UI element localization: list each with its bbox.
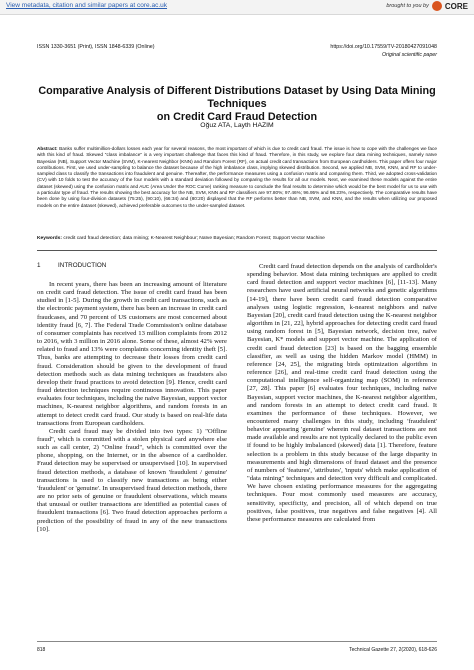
left-column xyxy=(37,271,227,534)
paragraph: Credit card fraud may be divided into two types: 1) "Offline fraud", which is committed with a stolen physical card anywhere else such as call center, 2) "Online fraud", which is committed over the phone, shopping, on the Internet, or in the absence of a cardholder. Fraud detection may be supervised or unsupervised [10]. In supervised fraud detection methods, a database of known 'fraudulent / genuine' transactions is used to classify new transactions as being either 'fraudulent' or 'genuine'. In unsupervised fraud detection methods, there are no prior sets of genuine or fraudulent observations, which means that unusual or outlier transactions are identified as potential cases of fraudulent transactions [6]. Two fraud detection approaches perform a prediction of the possibility of fraud in any of the new transactions [10]. xyxy=(37,427,227,533)
page-number: 818 xyxy=(37,647,46,653)
abstract xyxy=(37,146,437,209)
paragraph: In recent years, there has been an increasing amount of literature on credit card fraud detection. The issue of credit card fraud has been studied in [1-5]. During the growth in credit card transactions, such as the electronic payment system, there has been an increase in credit card fraudcases, and 70 percent of US customers are most concerned about identity fraud [6, 7]. The Federal Trade Commission's online database of consumer complaints has received 13 million complaints from 2012 to 2016, with 3 million in 2016 alone. Some of these, almost 42% were related to fraud and 13% were complaints concerning identity theft [5]. Thus, banks are attempting to decrease their losses from credit card fraud. Consideration should be given to the development of fraud detection methods such as data mining techniques as fraudsters also develop their fraud practices to avoid detection [9]. Hence, credit card fraud detection techniques require continuous innovation. This paper evaluates four techniques, including the naïve Bayesian, support vector machines, K-nearest neighbor algorithms, and random forests in an attempt to detect credit card fraud. Our study is based on real-life data transactions from European cardholders. xyxy=(37,281,227,427)
section-number: 1 xyxy=(37,262,41,269)
core-logo-text: CORE xyxy=(444,1,468,11)
title-line: Comparative Analysis of Different Distributions Dataset by Using Data Mining Techniques xyxy=(38,85,436,110)
title-line: on Credit Card Fraud Detection xyxy=(156,111,318,123)
doi-link[interactable]: https://doi.org/10.17559/TV-20180427091048 xyxy=(330,44,437,50)
section-title: INTRODUCTION xyxy=(58,262,107,269)
core-branding[interactable] xyxy=(386,1,468,11)
footer-divider xyxy=(37,641,437,642)
journal-citation: Technical Gazette 27, 2(2020), 618-626 xyxy=(349,647,437,653)
abstract-label: Abstract: xyxy=(37,146,58,151)
brought-by-text: brought to you by xyxy=(386,3,429,9)
authors: Oğuz ATA, Layth HAZIM xyxy=(200,122,274,129)
core-banner xyxy=(0,0,474,15)
right-column xyxy=(247,263,437,524)
paragraph: Credit card fraud detection depends on the analysis of cardholder's spending behavior. Most data mining techniques are applied to credit card fraud detection and support vector machines [6], [11-13]. Many researchers have used artificial neural networks and genetic algorithms [14-19], there have been credit card fraud detection comparative analyses using logistic regression, k-nearest neighbors and naïve Bayesian [20], credit card fraud detection using the K-nearest neighbor algorithm in [21, 22], hybrid approaches for detecting credit card fraud using random forest in [5], Bayesian network, decision tree, naïve Bayesian, K* models and support vector machine. The application of credit card fraud detection [23] is based on the bagging ensemble classifier, as well as using the hidden Markov model (HMM) in reference [24, 25], the migrating birds optimization algorithm in reference [26], and real-time credit card fraud detection using the computational intelligence self-organizing map (SOM) in reference [27, 28]. This paper [6] evaluates four techniques, including naïve Bayesian, support vector machines, the K-nearest neighbor algorithm, and random forests in an attempt to detect credit card fraud. It examines the performance of these techniques. However, we encountered many challenges in this study, including 'fraudulent' behavior appearing 'genuine' wherein real dataset transactions are not made available and results are not typically declared to the public even if found to be highly imbalanced (skewed) data [1]. Therefore, feature selection is a problem in this study because of the large disparity in measurements and high dimensions of fraud dataset and the presence of numbers of 'features', 'attributes', 'inputs' which make application of "data mining" techniques and detection very difficult and complicated. We have chosen existing performance measures for the aggregating techniques. Four most commonly used measures are accuracy, sensitivity, specificity, and precision, all of which depend on true positives, false positives, true negatives and false negatives [4]. All these performance measures are calculated from xyxy=(247,263,437,523)
core-logo-icon xyxy=(432,1,442,11)
paper-title xyxy=(30,85,444,124)
abstract-text: Banks suffer multimillion-dollars losses each year for several reasons, the most important of which is due to credit card fraud. The issue is how to cope with the challenges we face with this kind of fraud. Skewed "class imbalance" is a very important challenge that faces this kind of fraud. Therefore, in this study, we explore four data mining techniques, namely naïve Bayesian (NB), Support Vector Machine (SVM), K-nearest Neighbor (KNN) and Random Forest (RF), on actual credit card transactions from European cardholders. This paper offers four major contributions. First, we used under-sampling to balance the dataset because of the high imbalance class, implying skewed distribution. Second, we applied NB, SVM, KNN, and RF to under-sampled class to classify the transactions into fraudulent and genuine. Thereafter, the performance measures using a confusion matrix and comparing them. Third, we adopted cross-validation (CV) with 10 folds to test the accuracy of the four models with a standard deviation followed by comparing the results for all our models. Next, we examined these models against the entire dataset (skewed) using the confusion matrix and AUC (Area Under the ROC Curve) ranking measure to conclude the final results to determine which would be the best model for us to use with a particular type of fraud. The results showing the best accuracy for the NB, SVM, KNN and RF classifiers are 97.80%; 97.46%; 96.95% and 98.23%, respectively. The comparative results have been done by using four-division datasets (75:25), (90:10), (66:34) and (80:20) displayed that the RF performs better than NB, SVM, and KNN, and the results when utilizing our proposed models on the entire dataset (skewed), achieved preferable outcomes to the under-sampled dataset. xyxy=(37,146,437,208)
keywords xyxy=(37,236,437,242)
issn-line: ISSN 1330-3651 (Print), ISSN 1848-6339 (Online) xyxy=(37,44,155,50)
keywords-text: credit card fraud detection; data mining; K-Nearest Neighbour; Naïve Bayesian; Random Forest; Support Vector Machine xyxy=(63,236,325,241)
section-divider xyxy=(37,250,437,251)
section-heading xyxy=(37,262,106,269)
doi-block xyxy=(330,44,437,58)
keywords-label: Keywords: xyxy=(37,236,63,241)
article-type: Original scientific paper xyxy=(381,52,437,58)
core-metadata-link[interactable]: View metadata, citation and similar papers at core.ac.uk xyxy=(6,2,168,9)
